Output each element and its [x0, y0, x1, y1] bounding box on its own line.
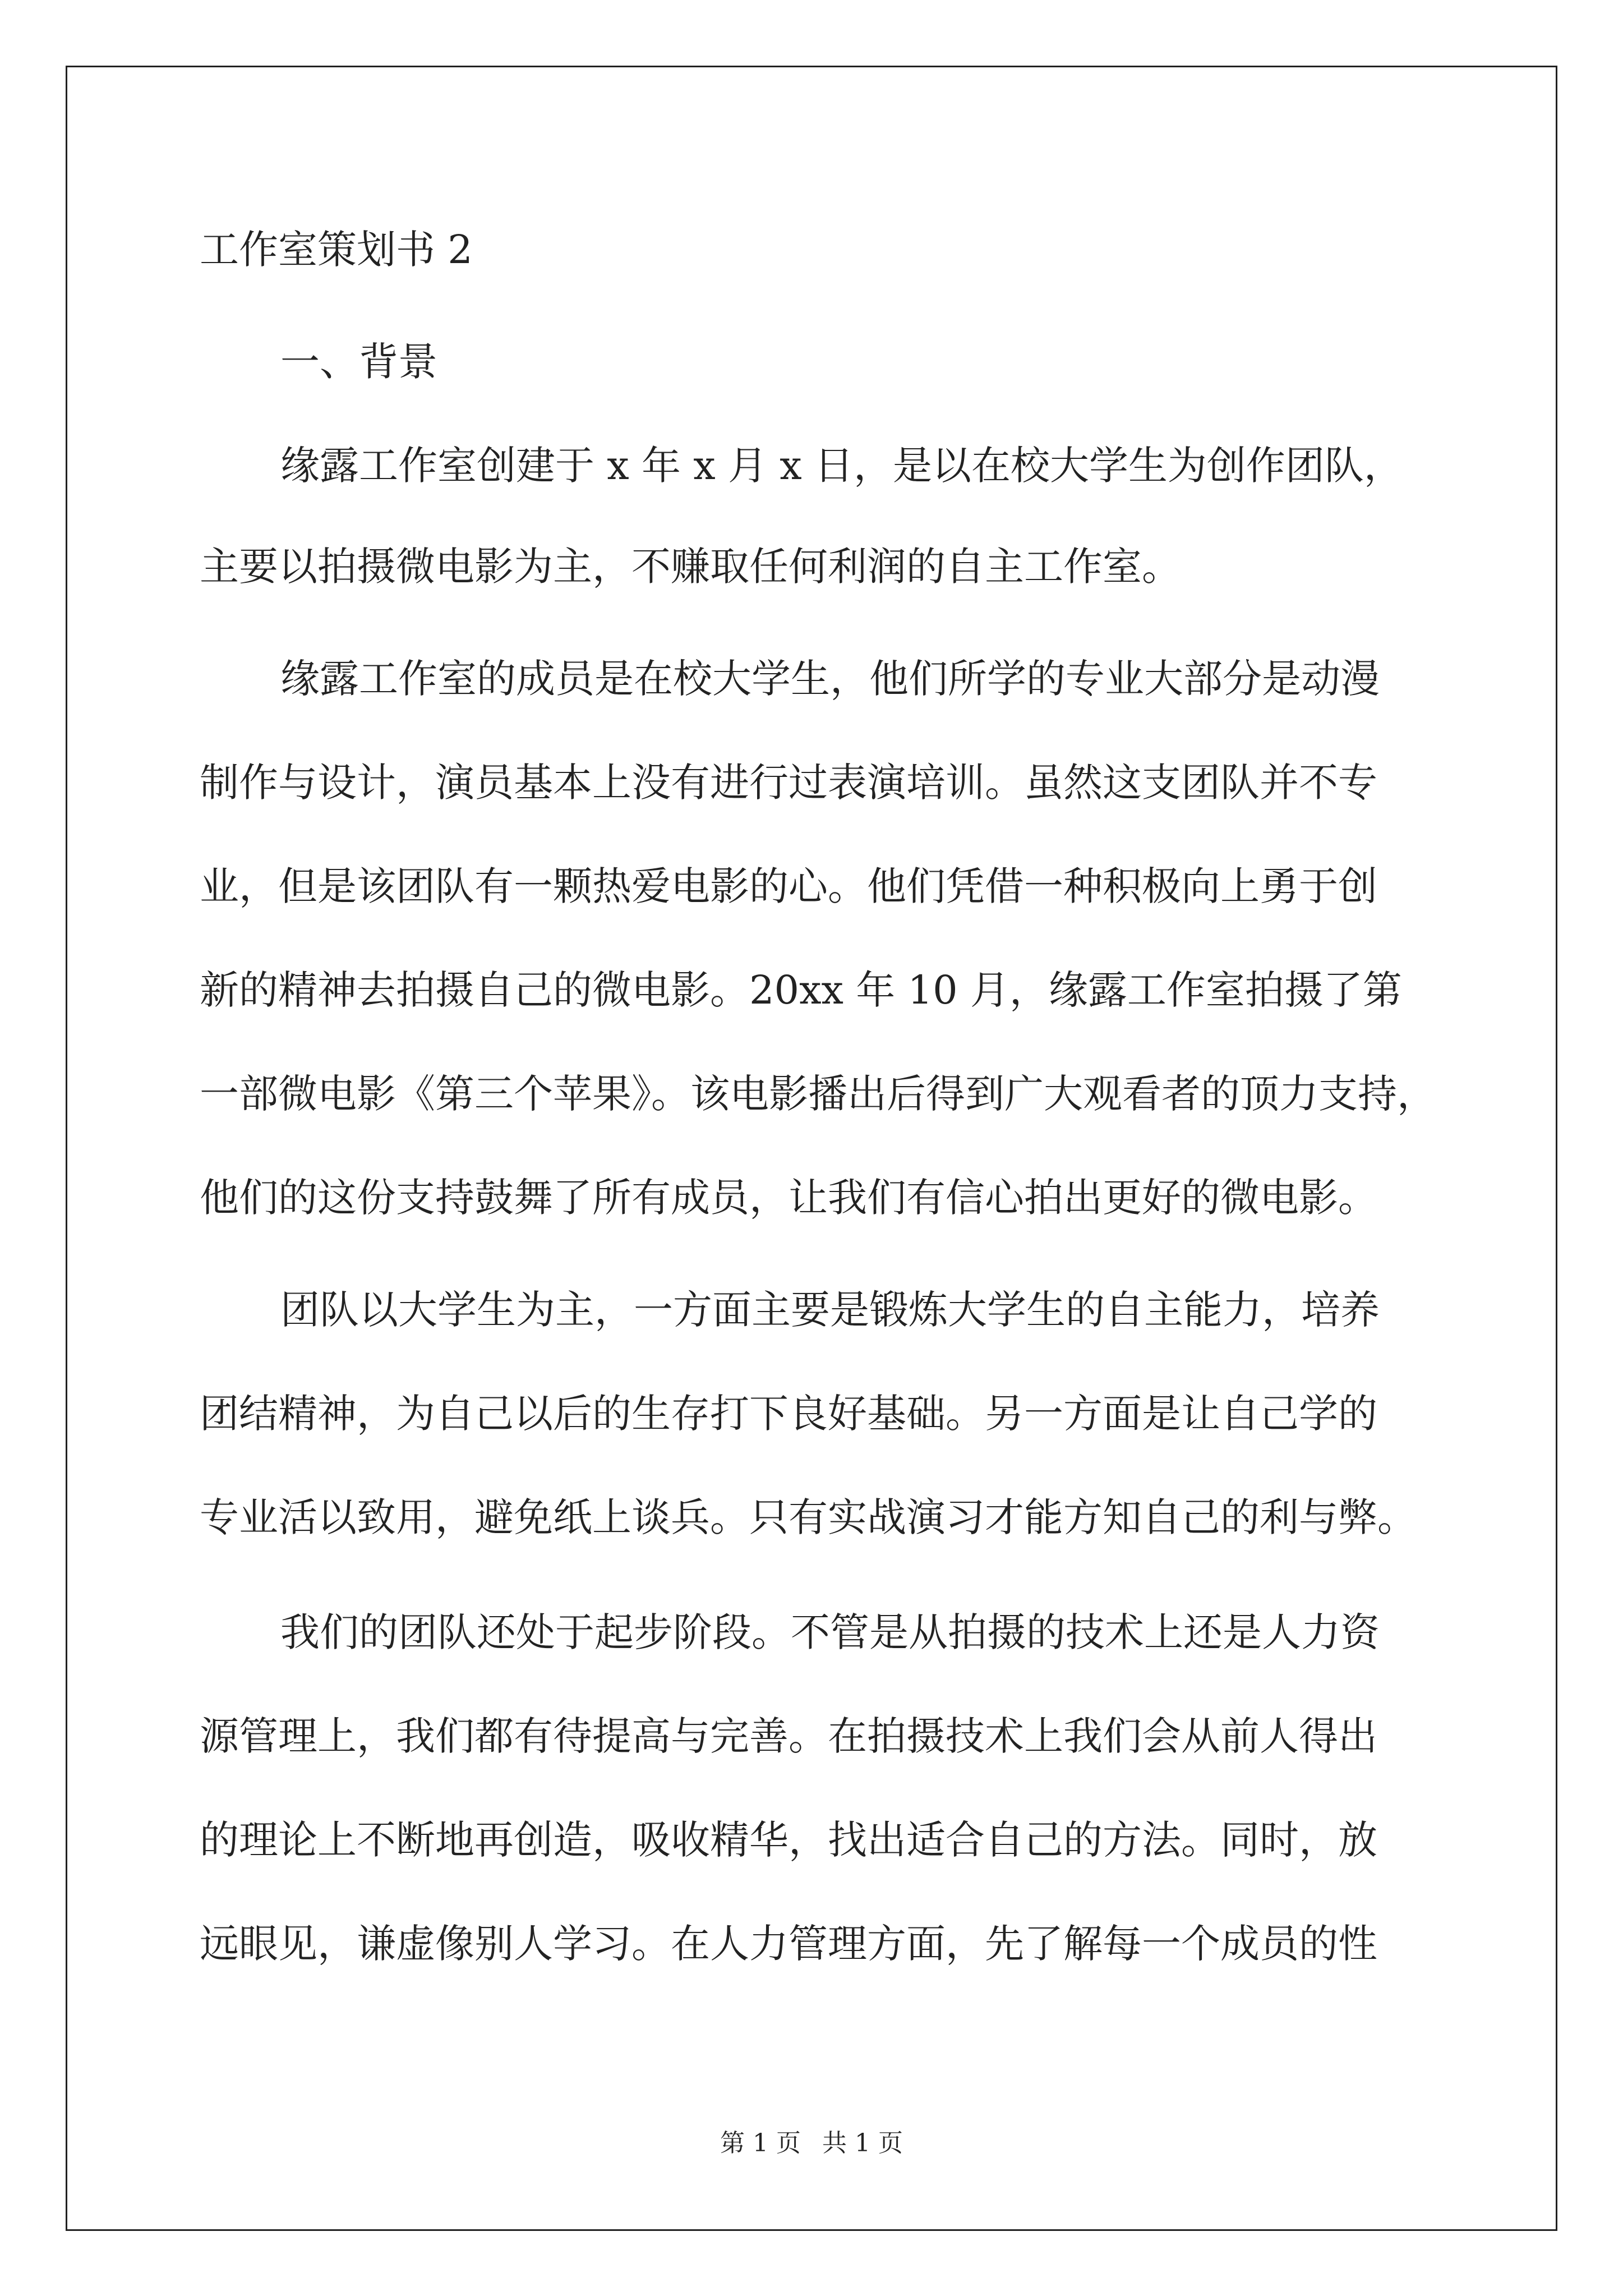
- paragraph-line: 主要以拍摄微电影为主，不赚取任何利润的自主工作室。: [200, 544, 1181, 590]
- page-number: 第 1 页: [720, 2129, 801, 2157]
- page-total: 共 1 页: [822, 2129, 903, 2157]
- paragraph-line: 专业活以致用，避免纸上谈兵。只有实战演习才能方知自己的利与弊。: [200, 1494, 1417, 1540]
- paragraph-line: 的理论上不断地再创造，吸收精华，找出适合自己的方法。同时，放: [200, 1817, 1377, 1863]
- paragraph-line: 源管理上，我们都有待提高与完善。在拍摄技术上我们会从前人得出: [200, 1713, 1377, 1759]
- paragraph-line: 缘露工作室创建于 x 年 x 月 x 日，是以在校大学生为创作团队，: [280, 443, 1403, 489]
- paragraph-line: 一部微电影《第三个苹果》。该电影播出后得到广大观看者的顶力支持，: [200, 1071, 1436, 1117]
- page-border: [66, 66, 1557, 2231]
- paragraph-line: 我们的团队还处于起步阶段。不管是从拍摄的技术上还是人力资: [280, 1609, 1380, 1655]
- paragraph-line: 团结精神，为自己以后的生存打下良好基础。另一方面是让自己学的: [200, 1391, 1377, 1437]
- paragraph-line: 业，但是该团队有一颗热爱电影的心。他们凭借一种积极向上勇于创: [200, 863, 1377, 909]
- paragraph-line: 制作与设计，演员基本上没有进行过表演培训。虽然这支团队并不专: [200, 760, 1377, 806]
- page-footer: [0, 2123, 1623, 2159]
- paragraph-line: 新的精神去拍摄自己的微电影。20xx 年 10 月，缘露工作室拍摄了第: [200, 967, 1402, 1013]
- paragraph-line: 缘露工作室的成员是在校大学生，他们所学的专业大部分是动漫: [280, 656, 1380, 702]
- paragraph-line: 远眼见，谦虚像别人学习。在人力管理方面，先了解每一个成员的性: [200, 1921, 1377, 1967]
- paragraph-line: 团队以大学生为主，一方面主要是锻炼大学生的自主能力，培养: [280, 1287, 1380, 1333]
- document-title: 工作室策划书 2: [200, 227, 473, 273]
- paragraph-line: 他们的这份支持鼓舞了所有成员，让我们有信心拍出更好的微电影。: [200, 1175, 1377, 1221]
- section-heading: 一、背景: [280, 339, 437, 385]
